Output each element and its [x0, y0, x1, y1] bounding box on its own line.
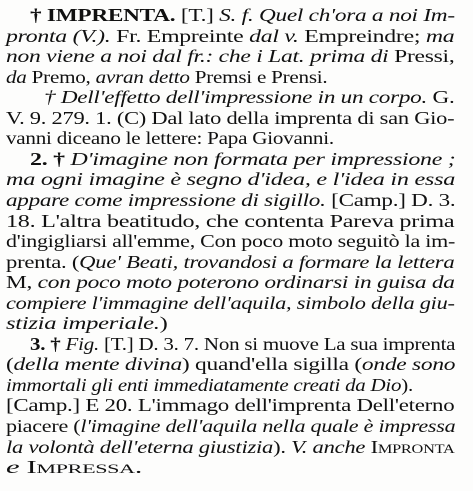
text-line: [6, 436, 455, 458]
text-line: [6, 189, 455, 211]
text-span: [T.]: [175, 5, 220, 25]
text-span: D. 3. 7. Non si muove La sua imprenta: [138, 333, 456, 354]
text-span: appare come impressione di sigillo.: [6, 189, 332, 210]
text-line: [6, 210, 454, 232]
text-line: [6, 66, 327, 88]
text-span: 3. †: [30, 333, 66, 354]
text-line: [6, 230, 455, 252]
text-span: ).: [273, 436, 292, 457]
text-span: ) quand'ella sigilla (: [181, 354, 362, 375]
text-span: ).: [401, 374, 413, 395]
text-span: e: [6, 457, 27, 478]
text-line: [6, 292, 455, 314]
text-line: [6, 374, 413, 396]
text-span: ma ogni imagine è segno d'idea, e l'idea in essa: [6, 169, 456, 190]
text-span: ma: [425, 25, 455, 46]
text-span: Pressi,: [394, 46, 455, 67]
text-span: [Camp.] D. 3.: [331, 189, 456, 210]
text-line: [6, 312, 168, 334]
text-span: Premo,: [31, 66, 96, 87]
text-span: Fig.: [65, 333, 104, 354]
text-span: V. 9. 279. 1. (C) Dal lato della imprenta di san Gio-: [6, 107, 455, 128]
text-line: [6, 353, 455, 375]
text-span: compiere l'immagine dell'aquila, simbolo della giu-: [6, 292, 455, 313]
text-line: [6, 415, 455, 437]
text-span: Que' Beati, trovandosi a formare la lettera: [79, 251, 455, 272]
text-span: D'imagine non formata per impressione ;: [70, 148, 456, 169]
text-span: pronta (V.).: [6, 25, 117, 46]
text-span: 18. L'altra beatitudo, che contenta Pareva prima: [6, 210, 455, 231]
text-span: Premsi e Prensi.: [194, 66, 328, 87]
text-span: G.: [432, 87, 455, 108]
text-span: immortali gli enti immediatamente creati da Dio: [6, 374, 402, 395]
text-span: Empreindre;: [298, 25, 426, 46]
text-span: Fr.: [116, 25, 147, 46]
text-line: [30, 333, 455, 355]
text-line: [6, 168, 455, 190]
text-line: [30, 148, 455, 170]
text-span: S. f. Quel ch'ora a noi Im-: [219, 5, 455, 25]
text-span: con poco moto poterono ordinarsi in guisa da: [37, 272, 455, 293]
text-line: [30, 4, 455, 26]
text-span: [T.]: [103, 333, 139, 354]
text-line: [6, 127, 334, 149]
text-span: avran detto: [95, 66, 195, 87]
text-line: [6, 271, 455, 293]
text-span: Empreinte: [146, 25, 244, 46]
text-span: prenta. (: [6, 251, 80, 272]
text-line: [6, 107, 454, 129]
text-line: [6, 394, 454, 416]
text-span: † Dell'effetto dell'impressione in un corpo.: [44, 87, 433, 108]
text-span: non viene a noi dal fr.: che i Lat. prima di: [6, 46, 395, 67]
text-span: l'imagine dell'aquila nella quale è impressa: [80, 416, 456, 436]
text-span: da: [6, 66, 32, 87]
text-span: Impronta: [370, 436, 455, 457]
text-span: 2. †: [30, 148, 71, 169]
text-line: [6, 25, 454, 47]
text-line: [6, 456, 142, 478]
text-span: d'ingigliarsi all'emme, Con poco moto seguitò la im-: [6, 231, 456, 252]
text-span: V. anche: [291, 436, 371, 457]
text-span: [Camp.] E 20. L'immago dell'imprenta Dell'eterno: [6, 395, 455, 416]
text-span: piacere (: [6, 416, 81, 436]
text-span: ): [159, 313, 168, 334]
text-span: Impressa.: [26, 457, 143, 478]
text-span: della mente divina: [13, 354, 182, 375]
text-span: vanni diceano le lettere: Papa Giovanni.: [6, 128, 334, 149]
text-span: stizia imperiale.: [6, 313, 160, 334]
text-line: [6, 251, 454, 273]
text-span: M,: [6, 272, 38, 293]
text-line: [6, 45, 454, 67]
text-span: †: [30, 5, 47, 25]
text-span: onde sono: [361, 354, 456, 375]
text-span: IMPRENTA.: [46, 5, 176, 25]
text-span: (: [6, 354, 14, 375]
text-span: v.: [284, 25, 299, 46]
text-line: [44, 86, 454, 108]
text-span: la volontà dell'eterna giustizia: [6, 436, 274, 457]
text-span: dal: [243, 25, 285, 46]
